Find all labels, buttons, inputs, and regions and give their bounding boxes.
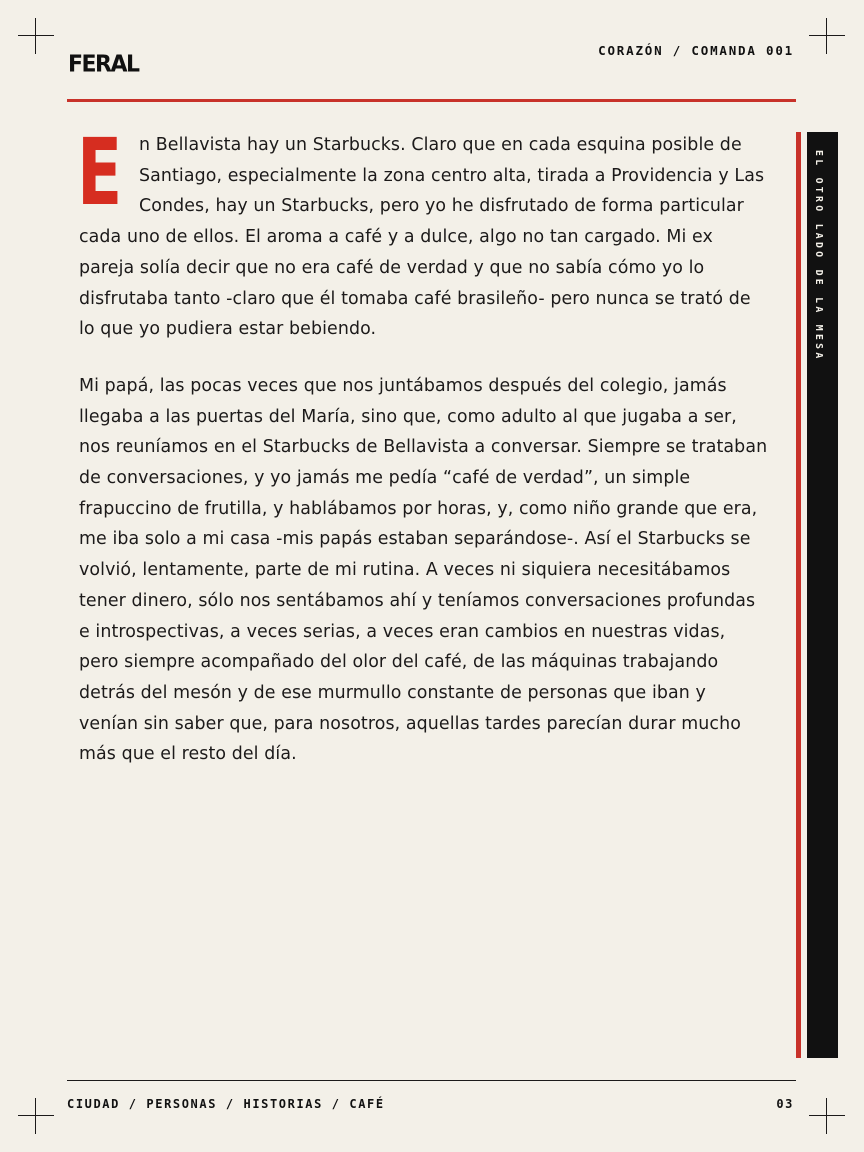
sidebar-label: EL OTRO LADO DE LA MESA — [813, 150, 824, 362]
footer-tags: CIUDAD / PERSONAS / HISTORIAS / CAFÉ — [67, 1097, 385, 1111]
page-number: 03 — [776, 1097, 794, 1111]
drop-cap: E — [77, 119, 120, 226]
paragraph-1-text: n Bellavista hay un Starbucks. Claro que en cada esquina posible de Santiago, especialmente la zona centro alta, tirada a Providencia y Las Condes, hay un Starbucks, pero yo he disfrutado de forma particular cada uno de ellos. El aroma a café y a dulce, algo no tan cargado. Mi ex pareja solía decir que no era café de verdad y que no sabía cómo yo lo disfrutaba tanto -claro que él tomaba café brasileño- pero nunca se trató de lo que yo pudiera estar bebiendo. — [79, 135, 765, 340]
header-rule — [67, 99, 796, 102]
magazine-logo: FERAL — [68, 51, 139, 78]
footer-rule — [67, 1080, 796, 1081]
paragraph-1 — [77, 119, 769, 345]
crop-mark-top-right — [809, 18, 845, 54]
crop-mark-bottom-right — [809, 1098, 845, 1134]
section-label: CORAZÓN / COMANDA 001 — [598, 43, 794, 58]
paragraph-2: Mi papá, las pocas veces que nos juntábamos después del colegio, jamás llegaba a las puertas del María, sino que, como adulto al que jugaba a ser, nos reuníamos en el Starbucks de Bellavista a conversar. Siempre se trataban de conversaciones, y yo jamás me pedía “café de verdad”, un simple frapuccino de frutilla, y hablábamos por horas, y, como niño grande que era, me iba solo a mi casa -mis papás estaban separándose-. Así el Starbucks se volvió, lentamente, parte de mi rutina. A veces ni siquiera necesitábamos tener dinero, sólo nos sentábamos ahí y teníamos conversaciones profundas e introspectivas, a veces serias, a veces eran cambios en nuestras vidas, pero siempre acompañado del olor del café, de las máquinas trabajando detrás del mesón y de ese murmullo constante de personas que iban y venían sin saber que, para nosotros, aquellas tardes parecían durar mucho más que el resto del día. — [79, 375, 768, 765]
sidebar-red-stripe — [796, 132, 801, 1058]
crop-mark-top-left — [18, 18, 54, 54]
crop-mark-bottom-left — [18, 1098, 54, 1134]
article-body — [77, 119, 769, 796]
